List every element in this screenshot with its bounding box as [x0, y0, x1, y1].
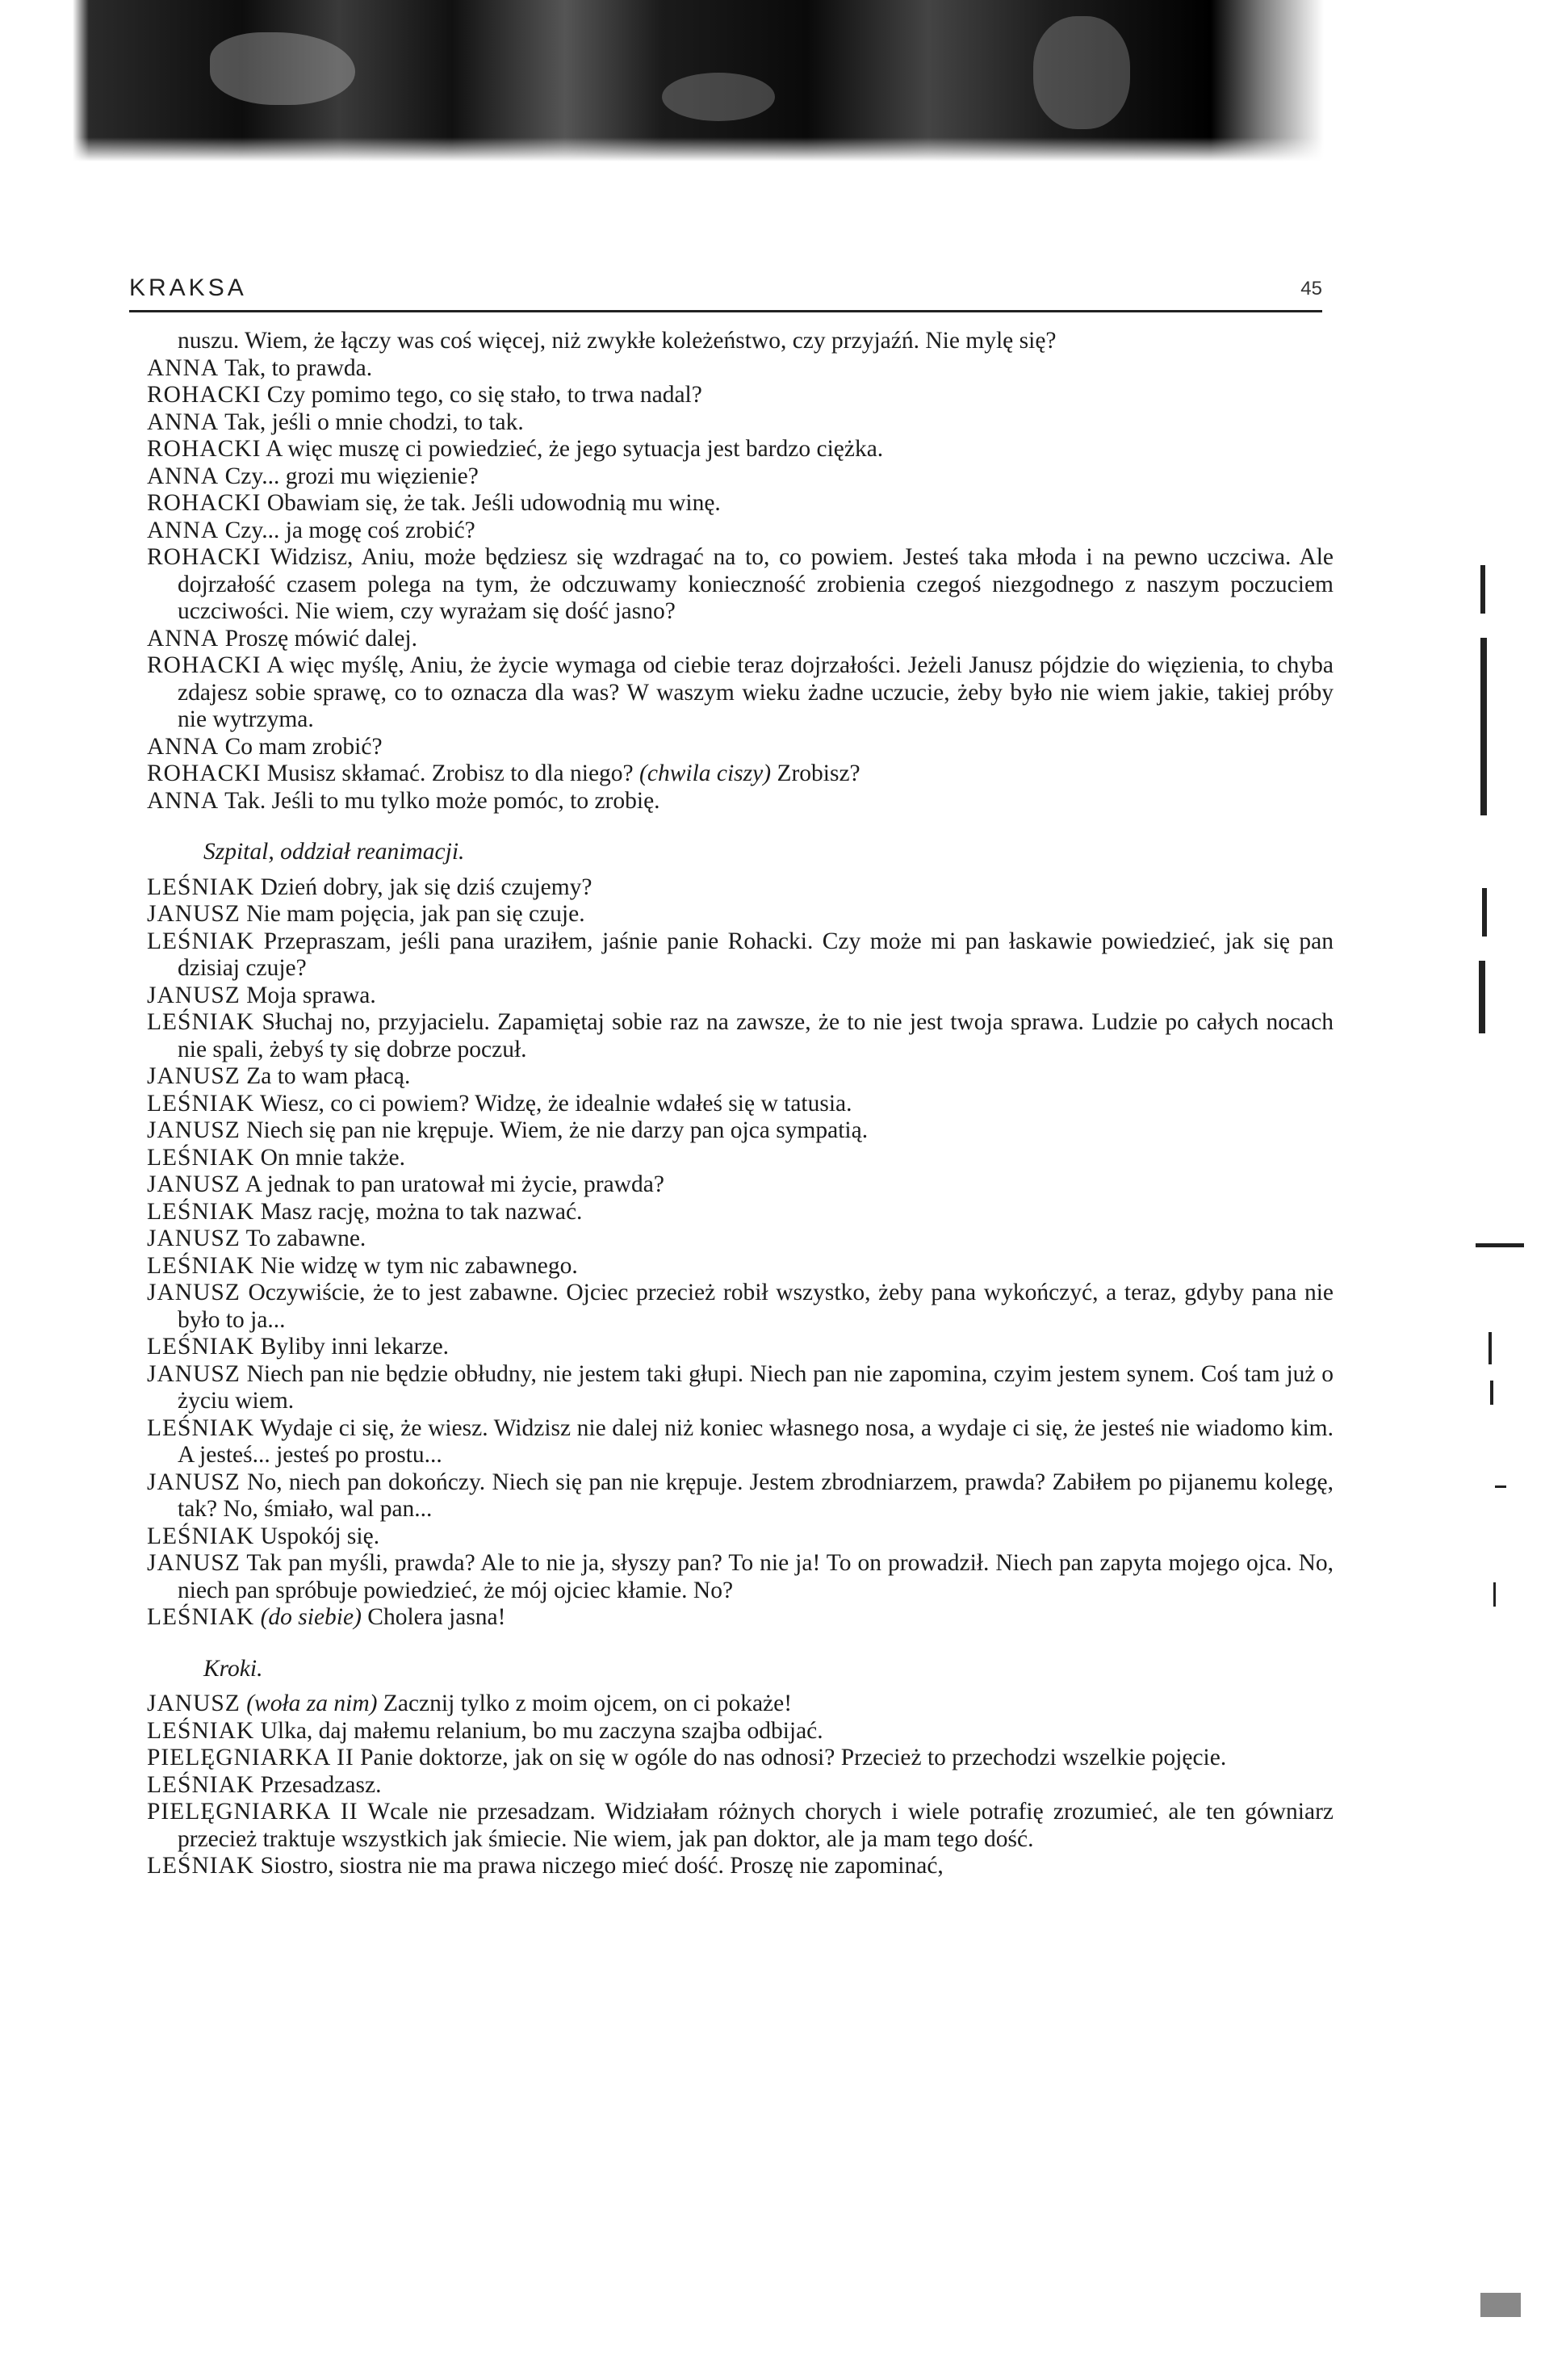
dialogue-text: A jednak to pan uratował mi życie, prawda?	[245, 1171, 664, 1197]
inline-stage-direction: (woła za nim)	[246, 1691, 378, 1716]
dialogue-line	[147, 1772, 1334, 1800]
dialogue-text: Przepraszam, jeśli pana uraziłem, jaśnie panie Rohacki. Czy może mi pan łaskawie powiedzieć, jak się pan dzisiaj czuje?	[178, 928, 1334, 981]
speaker-name: LEŚNIAK	[147, 1252, 255, 1279]
dialogue-line	[147, 1550, 1334, 1604]
dialogue-text: Niech się pan nie krępuje. Wiem, że nie darzy pan ojca sympatią.	[246, 1117, 869, 1143]
photo-highlight	[210, 32, 355, 105]
dialogue-text: Wiesz, co ci powiem? Widzę, że idealnie wdałeś się w tatusia.	[260, 1090, 852, 1117]
speaker-name: LEŚNIAK	[147, 1414, 255, 1441]
dialogue-text: Nie mam pojęcia, jak pan się czuje.	[246, 901, 585, 927]
dialogue-text: Moja sprawa.	[246, 982, 376, 1008]
speaker-name: LEŚNIAK	[147, 1090, 255, 1117]
dialogue-line	[147, 1171, 1334, 1199]
dialogue-text: Proszę mówić dalej.	[224, 625, 417, 652]
speaker-name: LEŚNIAK	[147, 1198, 255, 1225]
speaker-name: LEŚNIAK	[147, 1144, 255, 1171]
dialogue-text: Wydaje ci się, że wiesz. Widzisz nie dalej niż koniec własnego nosa, a wydaje ci się, że jesteś nie wiadomo kim. A jesteś... jesteś po prostu...	[178, 1414, 1334, 1468]
speaker-name: LEŚNIAK	[147, 1771, 255, 1798]
scan-mark	[1495, 1485, 1506, 1488]
dialogue-line	[147, 1415, 1334, 1469]
dialogue-line	[147, 1091, 1334, 1118]
dialogue-text: Niech pan nie będzie obłudny, nie jestem taki głupi. Niech pan nie zapomina, czyim jestem synem. Coś tam już o życiu wiem.	[178, 1360, 1334, 1414]
scan-mark	[1480, 2293, 1521, 2317]
speaker-name: ROHACKI	[147, 544, 262, 570]
speaker-name: LEŚNIAK	[147, 928, 255, 954]
dialogue-line	[147, 1199, 1334, 1226]
dialogue-text: Tak. Jeśli to mu tylko może pomóc, to zrobię.	[224, 787, 660, 814]
dialogue-text: No, niech pan dokończy. Niech się pan nie krępuje. Jestem zbrodniarzem, prawda? Zabiłem po pijanemu kolegę, tak? No, śmiało, wal pan...	[178, 1469, 1334, 1522]
scan-mark	[1482, 888, 1487, 936]
speaker-name: LEŚNIAK	[147, 1009, 255, 1035]
dialogue-text: Masz rację, można to tak nazwać.	[260, 1198, 583, 1225]
dialogue-line	[147, 544, 1334, 626]
dialogue-line	[147, 517, 1334, 545]
speaker-name: ANNA	[147, 409, 220, 435]
photo-fade	[0, 137, 1545, 161]
speaker-name: LEŚNIAK	[147, 874, 255, 900]
dialogue-text: A więc myślę, Aniu, że życie wymaga od ciebie teraz dojrzałości. Jeżeli Janusz pójdzie do więzienia, to chyba zdajesz sobie sprawę, co to oznacza dla was? W waszym wieku żadne uczucie, żeby było nie wiem jakie, takiej próby nie wytrzyma.	[178, 652, 1334, 732]
dialogue-line	[147, 788, 1334, 815]
dialogue-text: Czy... ja mogę coś zrobić?	[224, 517, 475, 543]
dialogue-line	[147, 1226, 1334, 1253]
dialogue-line	[147, 734, 1334, 761]
dialogue-text: Tak, jeśli o mnie chodzi, to tak.	[224, 409, 524, 435]
speaker-name: JANUSZ	[147, 1117, 241, 1143]
speaker-name: ANNA	[147, 625, 220, 652]
speaker-name: ROHACKI	[147, 382, 262, 408]
speaker-name: LEŚNIAK	[147, 1523, 255, 1549]
speaker-name: JANUSZ	[147, 1469, 241, 1495]
dialogue-text: Oczywiście, że to jest zabawne. Ojciec przecież robił wszystko, żeby pana wykończyć, a teraz, gdyby pana nie było to ja...	[178, 1280, 1334, 1333]
scan-mark	[1480, 638, 1487, 815]
page-number: 45	[1300, 278, 1322, 300]
photo-highlight	[1033, 16, 1130, 129]
dialogue-line	[147, 626, 1334, 653]
scan-mark	[1479, 961, 1485, 1033]
dialogue-text: Obawiam się, że tak. Jeśli udowodnią mu winę.	[266, 490, 721, 516]
dialogue-line	[147, 1117, 1334, 1145]
speaker-name: JANUSZ	[147, 1171, 241, 1197]
dialogue-text: Uspokój się.	[260, 1523, 380, 1549]
dialogue-text: Widzisz, Aniu, może będziesz się wzdragać na to, co powiem. Jesteś taka młoda i na pewno uczciwa. Ale dojrzałość czasem polega na tym, że odczuwamy konieczność zrobienia czegoś niezgodnego z naszym poczuciem uczciwości. Nie wiem, czy wyrażam się dość jasno?	[178, 544, 1334, 624]
dialogue-line	[147, 436, 1334, 463]
running-head	[129, 268, 1322, 312]
dialogue-line	[147, 1253, 1334, 1280]
speaker-name: JANUSZ	[147, 1280, 241, 1305]
dialogue-text: Dzień dobry, jak się dziś czujemy?	[260, 874, 592, 900]
continued-line: nuszu. Wiem, że łączy was coś więcej, niż zwykłe koleżeństwo, czy przyjaźń. Nie mylę się?	[178, 328, 1057, 354]
speaker-name: LEŚNIAK	[147, 1853, 255, 1879]
dialogue-text: To zabawne.	[245, 1226, 366, 1251]
inline-stage-direction: (chwila ciszy)	[639, 761, 772, 786]
dialogue-text: On mnie także.	[260, 1144, 405, 1171]
dialogue-line	[147, 409, 1334, 437]
dialogue-text: Siostro, siostra nie ma prawa niczego mieć dość. Proszę nie zapominać,	[260, 1853, 944, 1879]
dialogue-text: Cholera jasna!	[367, 1604, 506, 1630]
speaker-name: ROHACKI	[147, 652, 262, 678]
speaker-name: PIELĘGNIARKA II	[147, 1799, 358, 1825]
speaker-name: ANNA	[147, 354, 220, 381]
dialogue-text: Nie widzę w tym nic zabawnego.	[260, 1252, 578, 1279]
stage-direction: Szpital, oddział reanimacji.	[203, 839, 465, 865]
dialogue-line	[147, 1745, 1334, 1772]
dialogue-text: Wcale nie przesadzam. Widziałam różnych chorych i wiele potrafię zrozumieć, ale ten gówniarz przecież traktuje wszystkich jak śmiecie. Nie wiem, jak pan doktor, ale ja mam tego dość.	[178, 1799, 1334, 1852]
scan-mark	[1493, 1582, 1496, 1607]
dialogue-line	[147, 983, 1334, 1010]
dialogue-text: Tak, to prawda.	[224, 354, 373, 381]
dialogue-text: Zrobisz?	[777, 761, 860, 786]
dialogue-line	[147, 1718, 1334, 1745]
dialogue-text: Czy... grozi mu więzienie?	[224, 463, 479, 489]
speaker-name: ANNA	[147, 517, 220, 543]
dialogue-text: Zacznij tylko z moim ojcem, on ci pokaże!	[383, 1691, 793, 1716]
scan-mark	[1490, 1381, 1493, 1405]
scan-mark	[1488, 1332, 1492, 1364]
speaker-name: JANUSZ	[147, 1360, 241, 1387]
dialogue-line	[147, 1009, 1334, 1063]
speaker-name: JANUSZ	[147, 1691, 241, 1716]
dialogue-line	[147, 1469, 1334, 1523]
dialogue-line	[147, 1361, 1334, 1415]
inline-stage-direction: (do siebie)	[260, 1604, 362, 1630]
dialogue-text: Musisz skłamać. Zrobisz to dla niego?	[266, 761, 634, 786]
dialogue-line	[147, 463, 1334, 491]
dialogue-text: Przesadzasz.	[260, 1771, 382, 1798]
dialogue-line	[147, 1853, 1334, 1880]
stage-direction: Kroki.	[203, 1655, 263, 1682]
speaker-name: JANUSZ	[147, 1550, 241, 1576]
dialogue-line	[147, 382, 1334, 409]
speaker-name: ROHACKI	[147, 761, 262, 786]
dialogue-line	[147, 1691, 1334, 1718]
speaker-name: ANNA	[147, 463, 220, 489]
dialogue-line	[147, 652, 1334, 734]
dialogue-text: Za to wam płacą.	[246, 1063, 411, 1089]
header-photo-strip	[0, 0, 1545, 161]
document-body	[147, 328, 1334, 1880]
speaker-name: PIELĘGNIARKA II	[147, 1745, 354, 1770]
scan-margin-artifacts	[1456, 194, 1545, 2374]
speaker-name: LEŚNIAK	[147, 1717, 255, 1744]
dialogue-line	[147, 490, 1334, 517]
dialogue-text: Czy pomimo tego, co się stało, to trwa nadal?	[266, 382, 702, 408]
dialogue-text: Co mam zrobić?	[224, 733, 383, 760]
running-title: KRAKSA	[129, 274, 247, 301]
scan-mark	[1476, 1243, 1524, 1247]
speaker-name: ROHACKI	[147, 436, 262, 462]
dialogue-text: Słuchaj no, przyjacielu. Zapamiętaj sobie raz na zawsze, że to nie jest twoja sprawa. Ludzie po całych nocach nie spali, żebyś ty się dobrze poczuł.	[178, 1009, 1334, 1062]
dialogue-text: Panie doktorze, jak on się w ogóle do nas odnosi? Przecież to przechodzi wszelkie pojęcie.	[360, 1745, 1227, 1770]
dialogue-line	[147, 1063, 1334, 1091]
photo-highlight	[662, 73, 775, 121]
speaker-name: LEŚNIAK	[147, 1604, 255, 1630]
speaker-name: JANUSZ	[147, 901, 241, 927]
dialogue-line	[147, 355, 1334, 383]
dialogue-line	[147, 1604, 1334, 1632]
speaker-name: JANUSZ	[147, 982, 241, 1008]
speaker-name: JANUSZ	[147, 1063, 241, 1089]
dialogue-text: A więc muszę ci powiedzieć, że jego sytuacja jest bardzo ciężka.	[266, 436, 884, 462]
speaker-name: ANNA	[147, 733, 220, 760]
dialogue-line	[147, 1280, 1334, 1334]
dialogue-line	[147, 1799, 1334, 1853]
scan-mark	[1480, 565, 1485, 614]
dialogue-text: Byliby inni lekarze.	[260, 1334, 450, 1360]
speaker-name: LEŚNIAK	[147, 1334, 255, 1360]
dialogue-text: Tak pan myśli, prawda? Ale to nie ja, słyszy pan? To nie ja! To on prowadził. Niech pan zapyta mojego ojca. No, niech pan spróbuje powiedzieć, że mój ojciec kłamie. No?	[178, 1550, 1334, 1603]
dialogue-line	[147, 901, 1334, 928]
dialogue-line	[147, 1334, 1334, 1361]
dialogue-text: Ulka, daj małemu relanium, bo mu zaczyna szajba odbijać.	[260, 1717, 823, 1744]
speaker-name: JANUSZ	[147, 1226, 241, 1251]
dialogue-line	[147, 1523, 1334, 1551]
speaker-name: ANNA	[147, 787, 220, 814]
dialogue-line	[147, 761, 1334, 788]
dialogue-line	[147, 928, 1334, 983]
dialogue-line	[147, 874, 1334, 902]
dialogue-line	[147, 1145, 1334, 1172]
speaker-name: ROHACKI	[147, 490, 262, 516]
